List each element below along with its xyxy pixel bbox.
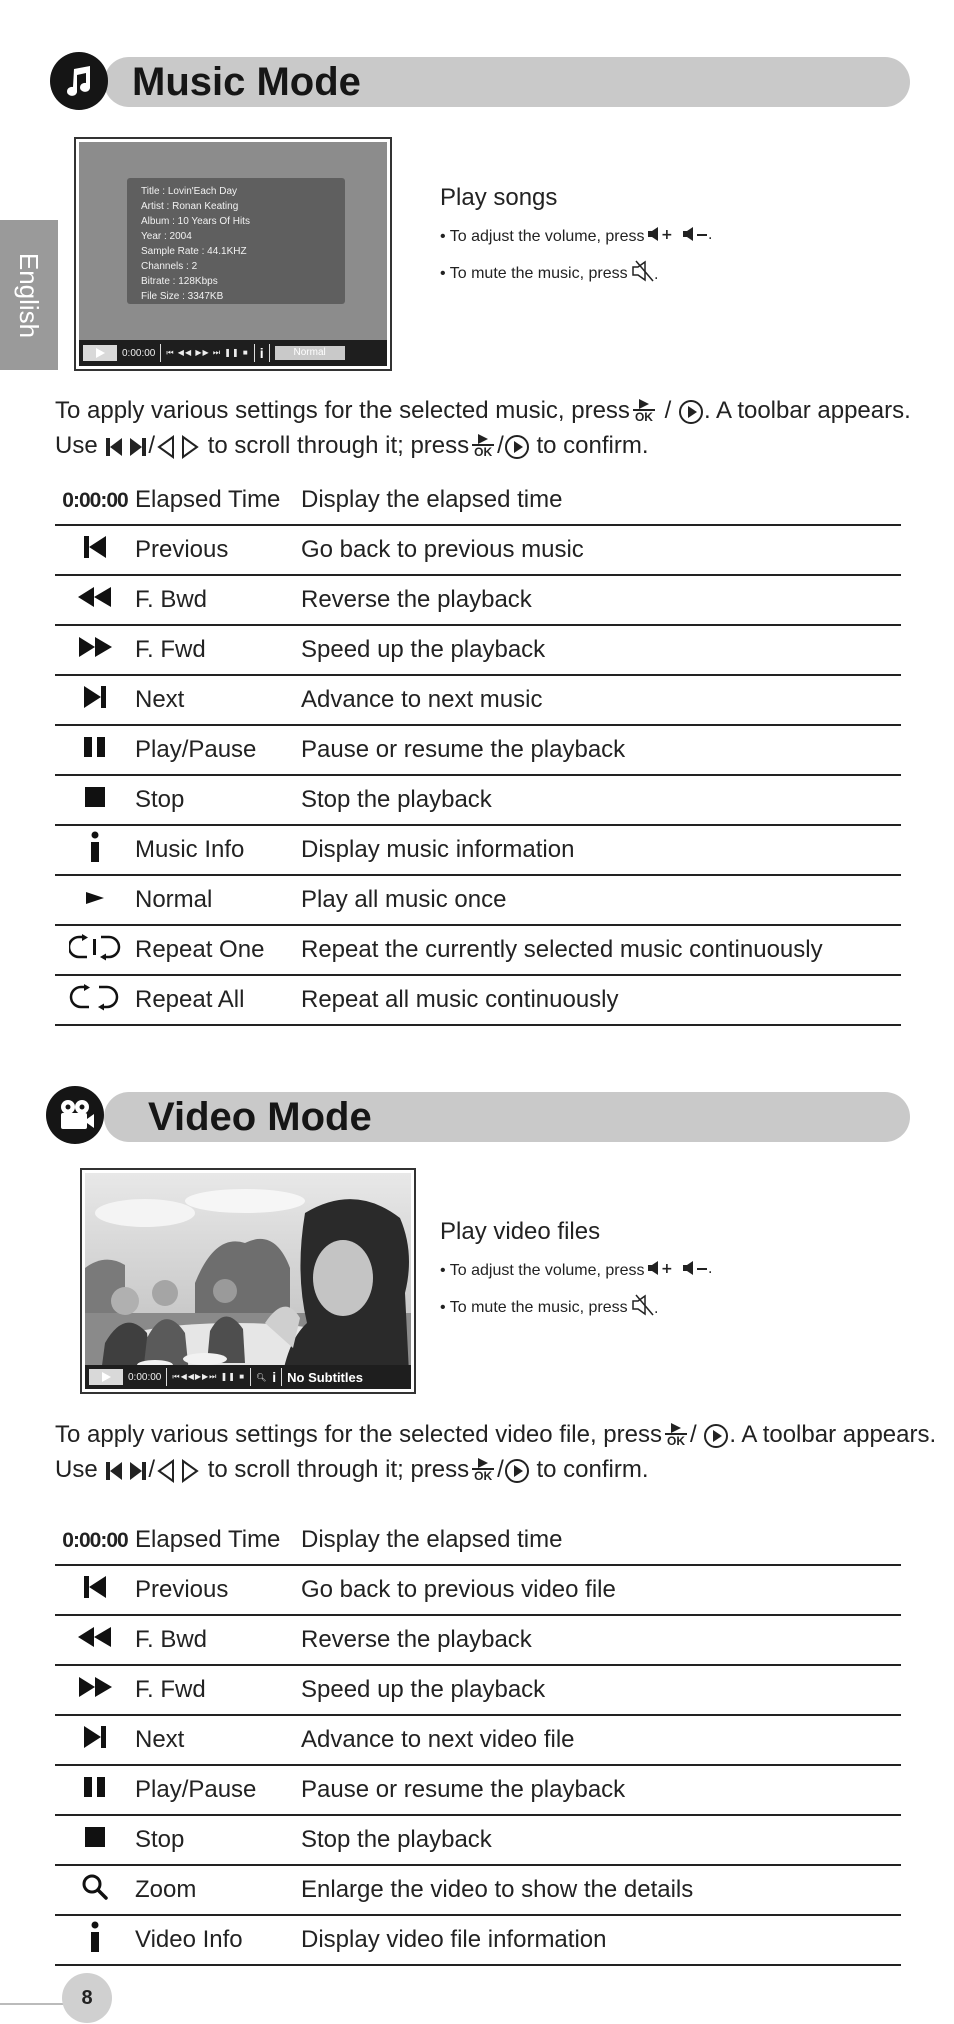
- zoom-icon: [81, 1873, 109, 1901]
- info-line-year: Year : 2004: [141, 231, 192, 242]
- table-row: [55, 1865, 901, 1915]
- feature-name: Repeat One: [135, 925, 301, 975]
- feature-desc: Advance to next video file: [301, 1715, 901, 1765]
- next-icon: [81, 1724, 109, 1750]
- feature-name: Next: [135, 1715, 301, 1765]
- feature-desc: Pause or resume the playback: [301, 1765, 901, 1815]
- video-toolbar-zoom-icon: 🔍︎: [256, 1372, 268, 1382]
- toolbar-controls-icons: ⏮ ◀◀ ▶▶ ⏭ ❚❚ ■: [166, 348, 249, 357]
- table-row: [55, 1915, 901, 1965]
- repeat-all-icon: [69, 983, 121, 1011]
- info-line-channels: Channels : 2: [141, 261, 198, 272]
- play-circle-icon: [703, 1423, 729, 1449]
- feature-desc: Advance to next music: [301, 675, 901, 725]
- feature-desc: Stop the playback: [301, 775, 901, 825]
- table-row: [55, 725, 901, 775]
- video-still-image: [85, 1173, 411, 1389]
- table-row: [55, 1765, 901, 1815]
- music-info-panel: [127, 178, 345, 304]
- feature-desc: Speed up the playback: [301, 625, 901, 675]
- table-row: [55, 476, 901, 525]
- language-tab-label: English: [14, 252, 45, 338]
- feature-desc: Repeat the currently selected music continuously: [301, 925, 901, 975]
- table-row: [55, 1665, 901, 1715]
- page-number-line: [0, 2003, 66, 2005]
- feature-desc: Repeat all music continuously: [301, 975, 901, 1025]
- ok-play-key-icon: OK: [665, 1423, 687, 1448]
- svg-text:.: .: [707, 1261, 712, 1276]
- table-row: [55, 1565, 901, 1615]
- table-row: [55, 525, 901, 575]
- volume-down-icon: [683, 1260, 713, 1281]
- svg-text:.: .: [707, 227, 712, 242]
- svg-text:.: .: [653, 267, 659, 283]
- feature-name: Previous: [135, 525, 301, 575]
- feature-desc: Reverse the playback: [301, 1615, 901, 1665]
- table-row: [55, 975, 901, 1025]
- music-side-title: Play songs: [440, 184, 558, 211]
- video-toolbar: [85, 1365, 411, 1389]
- toolbar-play-icon: [83, 345, 117, 361]
- toolbar-mode-label: Normal: [275, 346, 345, 360]
- toolbar-info-icon: i: [259, 345, 264, 361]
- music-mute-bullet: [440, 259, 661, 288]
- feature-desc: Display the elapsed time: [301, 476, 901, 525]
- table-row: [55, 1815, 901, 1865]
- mute-icon: [631, 259, 661, 288]
- feature-name: Repeat All: [135, 975, 301, 1025]
- video-features-table: [55, 1516, 901, 1966]
- video-toolbar-info-icon: i: [272, 1369, 277, 1385]
- mute-bullet-text: • To mute the music, press: [440, 1298, 628, 1316]
- play-circle-icon-2: [504, 1458, 530, 1484]
- rewind-icon: [76, 585, 114, 609]
- table-row: [55, 1715, 901, 1765]
- left-right-keys-icon: [155, 1459, 201, 1483]
- normal-play-icon: [83, 889, 107, 907]
- table-row: [55, 625, 901, 675]
- play-circle-icon-2: [504, 434, 530, 460]
- feature-desc: Speed up the playback: [301, 1665, 901, 1715]
- video-camera-icon: [46, 1086, 104, 1144]
- table-row: [55, 875, 901, 925]
- music-features-table: [55, 476, 901, 1026]
- music-mode-title: Music Mode: [132, 59, 361, 104]
- fast-forward-icon: [76, 635, 114, 659]
- play-circle-icon: [678, 399, 704, 425]
- pause-icon: [82, 1775, 108, 1799]
- elapsed-time-icon: 0:00:00: [62, 489, 128, 512]
- next-icon: [81, 684, 109, 710]
- video-instruction-line-1: To apply various settings for the selected video file, press OK / . A toolbar appears.: [55, 1421, 937, 1449]
- feature-name: Elapsed Time: [135, 1516, 301, 1565]
- video-toolbar-play-icon: [89, 1369, 123, 1385]
- feature-name: Music Info: [135, 825, 301, 875]
- language-tab: [0, 220, 58, 370]
- feature-name: F. Bwd: [135, 575, 301, 625]
- table-row: [55, 825, 901, 875]
- info-line-artist: Artist : Ronan Keating: [141, 201, 239, 212]
- stop-icon: [83, 1825, 107, 1849]
- fast-forward-icon: [76, 1675, 114, 1699]
- feature-desc: Reverse the playback: [301, 575, 901, 625]
- music-screen-preview: [74, 137, 392, 371]
- ok-play-key-icon-2: OK: [472, 1458, 494, 1483]
- feature-name: Play/Pause: [135, 1765, 301, 1815]
- info-line-album: Album : 10 Years Of Hits: [141, 216, 250, 227]
- feature-name: Stop: [135, 1815, 301, 1865]
- video-mode-title: Video Mode: [148, 1094, 372, 1139]
- stop-icon: [83, 785, 107, 809]
- elapsed-time-icon: 0:00:00: [62, 1529, 128, 1552]
- feature-desc: Play all music once: [301, 875, 901, 925]
- music-instruction-line-1: To apply various settings for the selected music, press OK / . A toolbar appears.: [55, 397, 911, 425]
- video-mute-bullet: [440, 1293, 661, 1322]
- feature-name: Normal: [135, 875, 301, 925]
- feature-name: F. Fwd: [135, 1665, 301, 1715]
- ok-play-key-icon-2: OK: [472, 434, 494, 459]
- table-row: [55, 1615, 901, 1665]
- music-mode-header-bar: [104, 57, 910, 107]
- feature-name: Play/Pause: [135, 725, 301, 775]
- feature-desc: Display video file information: [301, 1915, 901, 1965]
- volume-up-icon: [648, 226, 680, 247]
- feature-desc: Stop the playback: [301, 1815, 901, 1865]
- music-note-icon: [50, 52, 108, 110]
- table-row: [55, 1516, 901, 1565]
- feature-desc: Enlarge the video to show the details: [301, 1865, 901, 1915]
- rewind-icon: [76, 1625, 114, 1649]
- feature-name: Zoom: [135, 1865, 301, 1915]
- svg-text:.: .: [653, 1301, 659, 1317]
- video-toolbar-time: 0:00:00: [128, 1371, 162, 1383]
- video-instruction-line-2: Use / to scroll through it; press OK / to confirm.: [55, 1456, 649, 1484]
- video-side-title: Play video files: [440, 1218, 601, 1245]
- table-row: [55, 675, 901, 725]
- left-right-keys-icon: [155, 435, 201, 459]
- feature-name: F. Bwd: [135, 1615, 301, 1665]
- table-row: [55, 925, 901, 975]
- repeat-one-icon: [69, 933, 121, 961]
- ok-play-key-icon: OK: [633, 399, 655, 424]
- svg-text:+: +: [660, 1261, 673, 1276]
- previous-icon: [81, 534, 109, 560]
- page-number: [62, 1973, 112, 2023]
- previous-icon: [81, 1574, 109, 1600]
- volume-up-icon: [648, 1260, 680, 1281]
- feature-desc: Pause or resume the playback: [301, 725, 901, 775]
- music-volume-bullet: [440, 226, 713, 247]
- video-mode-header-bar: [104, 1092, 910, 1142]
- music-toolbar: [79, 340, 387, 366]
- feature-name: Video Info: [135, 1915, 301, 1965]
- info-line-sample-rate: Sample Rate : 44.1KHZ: [141, 246, 247, 257]
- info-line-bitrate: Bitrate : 128Kbps: [141, 276, 218, 287]
- video-volume-bullet: [440, 1260, 713, 1281]
- prev-next-keys-icon: [104, 1460, 148, 1482]
- toolbar-time: 0:00:00: [122, 347, 156, 359]
- info-line-title: Title : Lovin'Each Day: [141, 186, 238, 197]
- feature-name: Stop: [135, 775, 301, 825]
- feature-name: Elapsed Time: [135, 476, 301, 525]
- page-number-label: 8: [81, 1986, 93, 2009]
- feature-desc: Go back to previous music: [301, 525, 901, 575]
- volume-down-icon: [683, 226, 713, 247]
- volume-bullet-text: • To adjust the volume, press: [440, 1261, 645, 1279]
- video-toolbar-controls-icons: ⏮◀◀▶▶⏭ ❚❚ ■: [172, 1372, 246, 1381]
- feature-name: Previous: [135, 1565, 301, 1615]
- mute-icon: [631, 1293, 661, 1322]
- info-line-file-size: File Size : 3347KB: [141, 291, 224, 302]
- music-instruction-line-2: Use / to scroll through it; press OK / to confirm.: [55, 432, 649, 460]
- feature-name: F. Fwd: [135, 625, 301, 675]
- pause-icon: [82, 735, 108, 759]
- feature-desc: Display music information: [301, 825, 901, 875]
- table-row: [55, 775, 901, 825]
- info-icon: [89, 1921, 101, 1953]
- table-row: [55, 575, 901, 625]
- svg-text:+: +: [660, 227, 673, 242]
- volume-bullet-text: • To adjust the volume, press: [440, 227, 645, 245]
- mute-bullet-text: • To mute the music, press: [440, 264, 628, 282]
- feature-desc: Display the elapsed time: [301, 1516, 901, 1565]
- feature-name: Next: [135, 675, 301, 725]
- feature-desc: Go back to previous video file: [301, 1565, 901, 1615]
- prev-next-keys-icon: [104, 436, 148, 458]
- info-icon: [89, 831, 101, 863]
- video-screen-preview: [80, 1168, 416, 1394]
- video-toolbar-subtitles: No Subtitles: [287, 1369, 363, 1385]
